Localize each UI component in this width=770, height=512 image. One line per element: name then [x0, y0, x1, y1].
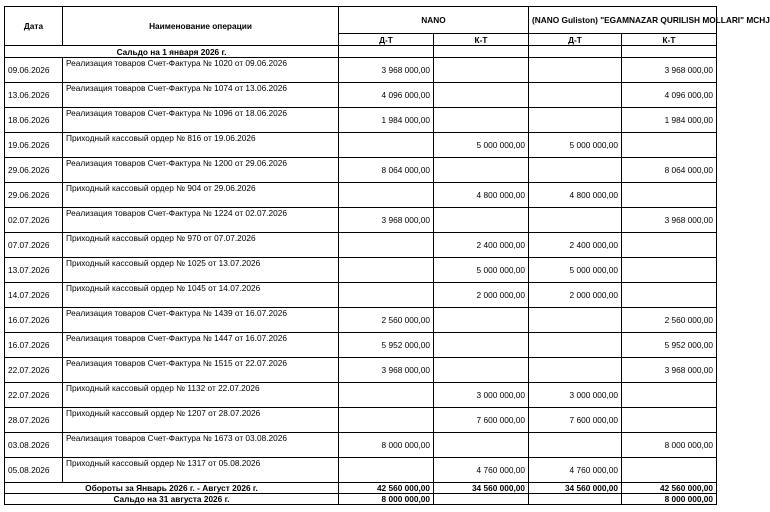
row-date: 22.07.2026 [5, 383, 63, 408]
row-party2-dt [529, 208, 622, 233]
opening-nano-kt [434, 46, 529, 58]
row-party2-kt: 4 096 000,00 [622, 83, 717, 108]
row-operation: Реализация товаров Счет-Фактура № 1439 от 16.07.2026 [63, 308, 339, 333]
closing-balance-row [5, 494, 717, 505]
operation-header: Наименование операции [63, 7, 339, 46]
row-operation: Реализация товаров Счет-Фактура № 1224 от 02.07.2026 [63, 208, 339, 233]
turnover-row-party2-kt: 42 560 000,00 [622, 483, 717, 494]
row-nano-dt: 5 952 000,00 [339, 333, 434, 358]
row-date: 29.06.2026 [5, 158, 63, 183]
row-nano-kt: 5 000 000,00 [434, 258, 529, 283]
party2-dt-header: Д-Т [529, 34, 622, 46]
table-row [5, 58, 717, 83]
row-operation: Приходный кассовый ордер № 1207 от 28.07.2026 [63, 408, 339, 433]
row-nano-kt [434, 83, 529, 108]
row-operation: Приходный кассовый ордер № 904 от 29.06.2026 [63, 183, 339, 208]
row-party2-dt: 5 000 000,00 [529, 133, 622, 158]
table-row [5, 158, 717, 183]
row-party2-kt [622, 133, 717, 158]
turnover-row [5, 483, 717, 494]
row-nano-dt [339, 183, 434, 208]
row-party2-kt: 8 000 000,00 [622, 433, 717, 458]
row-nano-dt [339, 383, 434, 408]
row-nano-dt: 1 984 000,00 [339, 108, 434, 133]
row-party2-kt: 8 064 000,00 [622, 158, 717, 183]
row-party2-kt [622, 283, 717, 308]
row-operation: Приходный кассовый ордер № 970 от 07.07.2026 [63, 233, 339, 258]
turnover-row-label: Обороты за Январь 2026 г. - Август 2026 г. [5, 483, 339, 494]
row-date: 29.06.2026 [5, 183, 63, 208]
row-nano-kt: 5 000 000,00 [434, 133, 529, 158]
row-party2-kt: 3 968 000,00 [622, 358, 717, 383]
row-party2-dt: 3 000 000,00 [529, 383, 622, 408]
row-nano-dt: 3 968 000,00 [339, 208, 434, 233]
party1-kt-header: К-Т [434, 34, 529, 46]
row-nano-dt: 3 968 000,00 [339, 58, 434, 83]
turnover-row-nano-dt: 42 560 000,00 [339, 483, 434, 494]
row-nano-dt: 8 000 000,00 [339, 433, 434, 458]
row-party2-dt [529, 83, 622, 108]
row-nano-kt [434, 108, 529, 133]
row-nano-kt [434, 358, 529, 383]
row-nano-kt [434, 58, 529, 83]
opening-balance-label: Сальдо на 1 января 2026 г. [5, 46, 339, 58]
row-party2-kt: 3 968 000,00 [622, 58, 717, 83]
row-nano-kt: 7 600 000,00 [434, 408, 529, 433]
row-nano-kt: 2 000 000,00 [434, 283, 529, 308]
row-party2-kt [622, 233, 717, 258]
row-date: 05.08.2026 [5, 458, 63, 483]
row-party2-kt: 2 560 000,00 [622, 308, 717, 333]
row-party2-dt: 4 800 000,00 [529, 183, 622, 208]
row-date: 07.07.2026 [5, 233, 63, 258]
row-operation: Приходный кассовый ордер № 1132 от 22.07.2026 [63, 383, 339, 408]
row-nano-dt [339, 458, 434, 483]
closing-balance-row-label: Сальдо на 31 августа 2026 г. [5, 494, 339, 505]
table-row [5, 233, 717, 258]
row-nano-dt [339, 408, 434, 433]
row-date: 13.06.2026 [5, 83, 63, 108]
row-nano-dt [339, 283, 434, 308]
row-operation: Реализация товаров Счет-Фактура № 1074 от 13.06.2026 [63, 83, 339, 108]
header-row [5, 7, 717, 34]
row-operation: Реализация товаров Счет-Фактура № 1020 от 09.06.2026 [63, 58, 339, 83]
row-nano-kt [434, 308, 529, 333]
row-operation: Реализация товаров Счет-Фактура № 1200 от 29.06.2026 [63, 158, 339, 183]
table-row [5, 333, 717, 358]
table-row [5, 258, 717, 283]
row-party2-dt: 5 000 000,00 [529, 258, 622, 283]
row-date: 16.07.2026 [5, 308, 63, 333]
row-date: 19.06.2026 [5, 133, 63, 158]
closing-balance-row-nano-dt: 8 000 000,00 [339, 494, 434, 505]
row-party2-kt [622, 408, 717, 433]
row-nano-kt: 4 800 000,00 [434, 183, 529, 208]
row-date: 18.06.2026 [5, 108, 63, 133]
row-party2-dt: 7 600 000,00 [529, 408, 622, 433]
row-party2-dt [529, 308, 622, 333]
row-date: 14.07.2026 [5, 283, 63, 308]
closing-balance-row-party2-dt [529, 494, 622, 505]
table-row [5, 383, 717, 408]
row-nano-kt: 3 000 000,00 [434, 383, 529, 408]
table-row [5, 458, 717, 483]
date-header: Дата [5, 7, 63, 46]
row-nano-dt [339, 258, 434, 283]
row-party2-dt [529, 433, 622, 458]
row-date: 22.07.2026 [5, 358, 63, 383]
row-party2-dt [529, 333, 622, 358]
party2-kt-header: К-Т [622, 34, 717, 46]
row-date: 16.07.2026 [5, 333, 63, 358]
row-party2-kt: 1 984 000,00 [622, 108, 717, 133]
row-operation: Приходный кассовый ордер № 1025 от 13.07.2026 [63, 258, 339, 283]
row-party2-dt: 4 760 000,00 [529, 458, 622, 483]
row-party2-kt: 5 952 000,00 [622, 333, 717, 358]
row-party2-dt: 2 400 000,00 [529, 233, 622, 258]
table-row [5, 358, 717, 383]
row-nano-kt: 2 400 000,00 [434, 233, 529, 258]
row-date: 03.08.2026 [5, 433, 63, 458]
row-party2-dt: 2 000 000,00 [529, 283, 622, 308]
row-nano-dt [339, 133, 434, 158]
table-row [5, 183, 717, 208]
row-nano-kt [434, 208, 529, 233]
row-nano-kt: 4 760 000,00 [434, 458, 529, 483]
table-row [5, 208, 717, 233]
table-row [5, 308, 717, 333]
turnover-row-party2-dt: 34 560 000,00 [529, 483, 622, 494]
row-nano-dt: 2 560 000,00 [339, 308, 434, 333]
closing-balance-row-party2-kt: 8 000 000,00 [622, 494, 717, 505]
opening-party2-dt [529, 46, 622, 58]
opening-balance-row [5, 46, 717, 58]
row-party2-kt [622, 458, 717, 483]
turnover-row-nano-kt: 34 560 000,00 [434, 483, 529, 494]
row-nano-kt [434, 333, 529, 358]
closing-balance-row-nano-kt [434, 494, 529, 505]
party1-header: NANO [339, 7, 529, 34]
table-row [5, 108, 717, 133]
party2-header: (NANO Guliston) "EGAMNAZAR QURILISH MOLLARI" MCHJ [529, 7, 717, 34]
row-party2-kt: 3 968 000,00 [622, 208, 717, 233]
row-party2-dt [529, 108, 622, 133]
row-party2-kt [622, 258, 717, 283]
row-party2-dt [529, 358, 622, 383]
row-date: 28.07.2026 [5, 408, 63, 433]
row-party2-dt [529, 158, 622, 183]
row-nano-dt: 3 968 000,00 [339, 358, 434, 383]
row-operation: Реализация товаров Счет-Фактура № 1515 от 22.07.2026 [63, 358, 339, 383]
row-operation: Приходный кассовый ордер № 1317 от 05.08.2026 [63, 458, 339, 483]
row-date: 13.07.2026 [5, 258, 63, 283]
table-row [5, 83, 717, 108]
row-party2-kt [622, 183, 717, 208]
table-row [5, 283, 717, 308]
opening-nano-dt [339, 46, 434, 58]
row-date: 09.06.2026 [5, 58, 63, 83]
row-operation: Реализация товаров Счет-Фактура № 1673 от 03.08.2026 [63, 433, 339, 458]
opening-party2-kt [622, 46, 717, 58]
table-row [5, 408, 717, 433]
row-operation: Реализация товаров Счет-Фактура № 1096 от 18.06.2026 [63, 108, 339, 133]
row-nano-dt: 8 064 000,00 [339, 158, 434, 183]
table-row [5, 433, 717, 458]
row-party2-kt [622, 383, 717, 408]
table-row [5, 133, 717, 158]
row-nano-dt [339, 233, 434, 258]
row-operation: Реализация товаров Счет-Фактура № 1447 от 16.07.2026 [63, 333, 339, 358]
row-nano-kt [434, 433, 529, 458]
row-party2-dt [529, 58, 622, 83]
row-date: 02.07.2026 [5, 208, 63, 233]
party1-dt-header: Д-Т [339, 34, 434, 46]
reconciliation-table [4, 6, 770, 505]
row-nano-dt: 4 096 000,00 [339, 83, 434, 108]
row-operation: Приходный кассовый ордер № 1045 от 14.07.2026 [63, 283, 339, 308]
row-nano-kt [434, 158, 529, 183]
row-operation: Приходный кассовый ордер № 816 от 19.06.2026 [63, 133, 339, 158]
